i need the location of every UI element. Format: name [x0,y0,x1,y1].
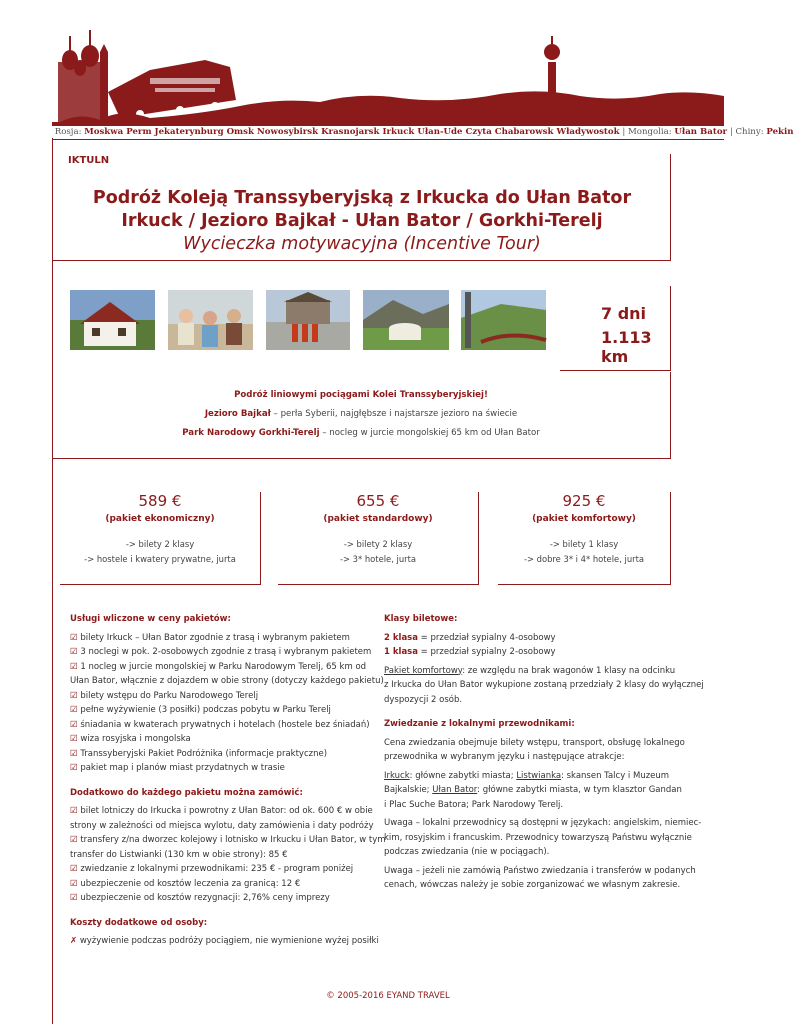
tour-code: IKTULN [68,155,110,166]
highlight-1-text: Podróż liniowymi pociągami Kolei Transsyberyjskiej! [234,390,488,400]
package-feature: -> hostele i kwatery prywatne, jurta [84,554,236,564]
route-rosja-cities: Moskwa Perm Jekaterynburg Omsk Nowosybirsk Krasnojarsk Irkuck Ułan-Ude Czyta Chabarowsk Władywostok [84,127,620,137]
list-item: ☑ pełne wyżywienie (3 posiłki) podczas pobytu w Parku Terelj [70,705,331,715]
costs-heading: Koszty dodatkowe od osoby: [70,917,208,928]
package-feature: -> bilety 2 klasy [343,539,413,549]
photo-train [461,290,546,350]
list-item: ☑ pakiet map i planów miast przydatnych w trasie [70,763,285,773]
list-item: ☑ bilety wstępu do Parku Narodowego Terelj [70,690,259,701]
list-item: Ułan Bator, włącznie z dojazdem w obie strony (dotyczy każdego pakietu) [70,676,384,686]
route-chiny-city: Pekin [766,127,794,137]
class-1: 1 klasa = przedział sypialny 2-osobowy [384,647,556,657]
class-note: Pakiet komfortowy: ze względu na brak wagonów 1 klasy na odcinku [384,665,676,676]
title-line-1: Podróż Koleją Transsyberyjską z Irkucka do Ułan Bator [92,188,632,208]
photo-yurt [363,290,449,350]
tour-attractions: i Plac Suche Batora; Park Narodowy Terelj. [384,799,564,810]
highlight-2-text: – perła Syberii, najgłębsze i najstarsze jezioro na świecie [270,409,518,419]
tour-attractions: Bajkalskie; Ułan Bator: główne zabytki miasta, w tym klasztor Gandan [384,785,682,795]
tour-note: cenach, wówczas należy je sobie zorganizować we własnym zakresie. [384,880,681,890]
list-item: ☑ transfery z/na dworzec kolejowy i lotnisko w Irkucku i Ułan Bator, w tym [70,835,386,845]
highlight-3-bold: Park Narodowy Gorkhi-Terelj [182,428,320,438]
included-column [70,612,386,949]
list-item: ☑ śniadania w kwaterach prywatnych i hotelach (hostele bez śniadań) [70,719,370,730]
footer-copyright: © 2005-2016 EYAND TRAVEL [326,991,450,1001]
list-item: ☑ bilet lotniczy do Irkucka i powrotny z Ułan Bator: od ok. 600 € w obie [70,806,373,816]
tour-intro: Cena zwiedzania obejmuje bilety wstępu, transport, obsługę lokalnego [384,737,685,748]
route-bar [52,124,794,140]
highlight-3-text: – nocleg w jurcie mongolskiej 65 km od Ułan Bator [319,428,540,438]
tour-note: Uwaga – lokalni przewodnicy są dostępni w językach: angielskim, niemiec- [384,818,702,828]
included-heading: Usługi wliczone w ceny pakietów: [70,614,231,624]
package-feature: -> dobre 3* i 4* hotele, jurta [523,554,645,564]
highlight-2-bold: Jezioro Bajkał [204,409,271,419]
package-name: (pakiet komfortowy) [532,514,636,524]
duration-days: 7 dni [601,304,647,323]
package-price: 589 € [138,492,182,510]
package-comfort [498,492,671,585]
route-mongolia-city: Ułan Bator [674,127,728,137]
classes-heading: Klasy biletowe: [384,614,458,624]
tour-heading: Zwiedzanie z lokalnymi przewodnikami: [384,719,575,729]
route-rosja-label: Rosja: [54,127,82,137]
info-column [384,612,704,893]
list-item: ✗ wyżywienie podczas podróży pociągiem, nie wymienione wyżej posiłki [70,936,379,946]
header-banner-illustration [0,22,724,126]
tour-intro: przewodnika w wybranym języku i następujące atrakcje: [384,752,625,762]
route-mongolia-label: Mongolia: [627,127,672,137]
route-separator: | [622,127,626,137]
list-item: transfer do Listwianki (130 km w obie strony): 85 € [70,849,288,860]
list-item: ☑ zwiedzanie z lokalnymi przewodnikami: 235 € - program poniżej [70,864,354,874]
package-feature: -> bilety 2 klasy [125,539,195,549]
photo-monks [266,290,350,350]
list-item: ☑ ubezpieczenie od kosztów rezygnacji: 2,76% ceny imprezy [70,893,330,903]
list-item: ☑ 1 nocleg w jurcie mongolskiej w Parku Narodowym Terelj, 65 km od [70,661,367,672]
list-item: ☑ ubezpieczenie od kosztów leczenia za granicą: 12 € [70,878,301,889]
left-rule [52,138,53,1024]
route-separator: | [729,127,733,137]
tour-note: kim, rosyjskim i francuskim. Przewodnicy towarzyszą Państwu wyłącznie [384,832,692,843]
class-note-line: z Irkucka do Ułan Bator wykupione zostaną przedziały 2 klasy do wyłącznej [384,680,704,690]
list-item: ☑ bilety Irkuck – Ułan Bator zgodnie z trasą i wybranym pakietem [70,632,350,643]
package-standard [278,492,479,585]
package-price: 655 € [356,492,400,510]
highlight-3 [52,428,670,438]
class-2: 2 klasa = przedział sypialny 4-osobowy [384,632,556,643]
photo-house [70,290,155,350]
duration-box [560,286,671,371]
tour-attractions: Irkuck: główne zabytki miasta; Listwianka: skansen Talcy i Muzeum [384,770,670,781]
list-item: strony w zależności od miejsca wylotu, daty zamówienia i daty podróży [70,820,374,831]
tour-note: podczas zwiedzania (nie w pociągach). [384,847,550,857]
list-item: ☑ Transsyberyjski Pakiet Podróżnika (informacje praktyczne) [70,748,328,759]
list-item: ☑ 3 noclegi w pok. 2-osobowych zgodnie z trasą i wybranym pakietem [70,647,372,657]
package-feature: -> 3* hotele, jurta [339,554,417,564]
package-name: (pakiet standardowy) [323,514,433,524]
photo-people [168,290,253,350]
title-line-2: Irkuck / Jezioro Bajkał - Ułan Bator / Gorkhi-Terelj [121,211,603,231]
highlight-2 [52,409,670,419]
package-feature: -> bilety 1 klasy [549,539,619,549]
tour-note: Uwaga – jeżeli nie zamówią Państwo zwiedzania i transferów w podanych [384,865,696,876]
list-item: ☑ wiza rosyjska i mongolska [70,734,191,744]
duration-distance: 1.113 km [601,328,652,366]
package-name: (pakiet ekonomiczny) [105,514,215,524]
title-line-3: Wycieczka motywacyjna (Incentive Tour) [183,234,541,254]
class-note-line: dyspozycji 2 osób. [384,694,463,705]
highlight-1 [52,390,670,400]
package-economy [60,492,261,585]
route-chiny-label: Chiny: [735,127,764,137]
package-price: 925 € [562,492,606,510]
extras-heading: Dodatkowo do każdego pakietu można zamówić: [70,787,303,798]
